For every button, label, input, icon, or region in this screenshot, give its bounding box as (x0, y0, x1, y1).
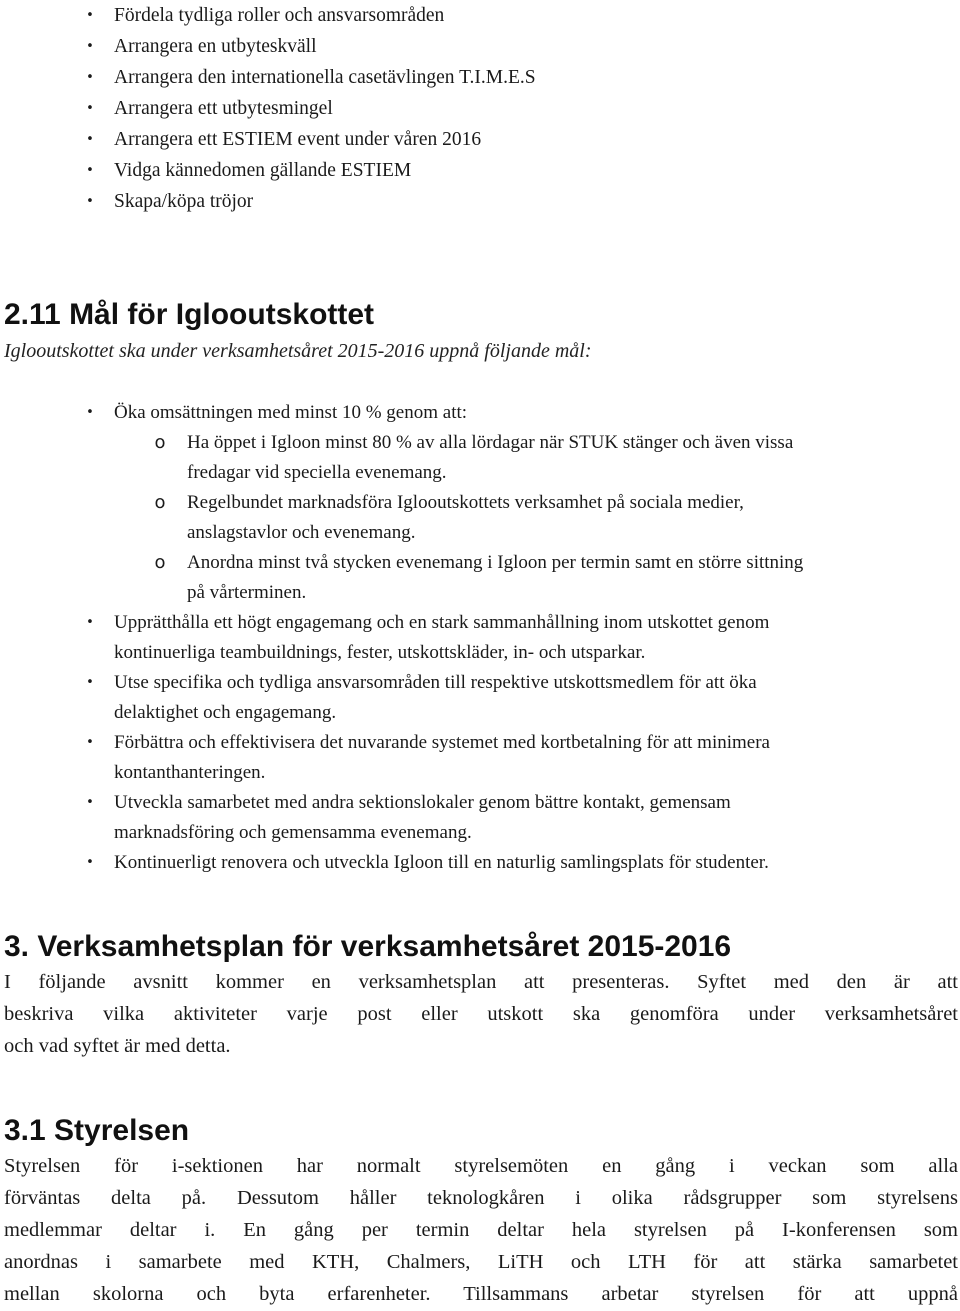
list-item: • Arrangera ett ESTIEM event under våren 2016 (0, 124, 960, 155)
list-item: • Skapa/köpa tröjor (0, 186, 960, 217)
goal-item: • Utse specifika och tydliga ansvarsområden till respektive utskottsmedlem för att öka (0, 668, 960, 698)
list-item: • Fördela tydliga roller och ansvarsområden (0, 0, 960, 31)
bullet-icon: • (86, 70, 94, 85)
bullet-icon: • (86, 39, 94, 54)
paragraph-line: mellan skolorna och byta erfarenheter. Tillsammans arbetar styrelsen för att uppnå (4, 1283, 958, 1305)
paragraph-line: I följande avsnitt kommer en verksamhetsplan att presenteras. Syftet med den är att (4, 971, 958, 993)
goal-item: • Öka omsättningen med minst 10 % genom att: (0, 398, 960, 428)
section-3-paragraph (4, 966, 958, 1062)
goal-item: • Förbättra och effektivisera det nuvarande systemet med kortbetalning för att minimera (0, 728, 960, 758)
paragraph-line: beskriva vilka aktiviteter varje post eller utskott ska genomföra under verksamhetsåret (4, 1003, 958, 1025)
bullet-icon: • (86, 163, 94, 178)
bullet-icon: • (86, 675, 94, 690)
paragraph-line: medlemmar deltar i. En gång per termin deltar hela styrelsen på I-konferensen som (4, 1219, 958, 1241)
list-item: • Arrangera ett utbytesmingel (0, 93, 960, 124)
goal-continuation: delaktighet och engagemang. (114, 702, 337, 723)
sub-bullet-icon: o (154, 552, 166, 573)
bullet-icon: • (86, 405, 94, 420)
list-item: • Arrangera en utbyteskväll (0, 31, 960, 62)
top-bullet-list (0, 0, 960, 217)
goal-continuation: marknadsföring och gemensamma evenemang. (114, 822, 472, 843)
sub-goal-item: o Regelbundet marknadsföra Iglooutskottets verksamhet på sociala medier, (0, 488, 960, 518)
sub-goal-continuation: på vårterminen. (187, 582, 307, 603)
goals-list (0, 398, 960, 878)
sub-bullet-icon: o (154, 492, 166, 513)
sub-bullet-icon: o (154, 432, 166, 453)
section-3-1-paragraph (4, 1150, 958, 1310)
section-intro: Iglooutskottet ska under verksamhetsåret 2015-2016 uppnå följande mål: (4, 340, 592, 362)
goal-continuation: kontinuerliga teambuildnings, fester, utskottskläder, in- och utsparkar. (114, 642, 646, 663)
paragraph-line: förväntas delta på. Dessutom håller teknologkåren i olika rådsgrupper som styrelsens (4, 1187, 958, 1209)
bullet-icon: • (86, 132, 94, 147)
goal-item: • Upprätthålla ett högt engagemang och en stark sammanhållning inom utskottet genom (0, 608, 960, 638)
paragraph-line: och vad syftet är med detta. (4, 1035, 231, 1057)
sub-goal-continuation: fredagar vid speciella evenemang. (187, 462, 447, 483)
sub-goal-item: o Anordna minst två stycken evenemang i Igloon per termin samt en större sittning (0, 548, 960, 578)
sub-goal-item: o Ha öppet i Igloon minst 80 % av alla lördagar när STUK stänger och även vissa (0, 428, 960, 458)
sub-goal-continuation: anslagstavlor och evenemang. (187, 522, 416, 543)
section-heading-3-1: 3.1 Styrelsen (4, 1114, 190, 1147)
bullet-icon: • (86, 8, 94, 23)
goal-continuation: kontanthanteringen. (114, 762, 266, 783)
goal-item: • Utveckla samarbetet med andra sektionslokaler genom bättre kontakt, gemensam (0, 788, 960, 818)
bullet-icon: • (86, 615, 94, 630)
goal-item: • Kontinuerligt renovera och utveckla Igloon till en naturlig samlingsplats för studenter. (0, 848, 960, 878)
bullet-icon: • (86, 855, 94, 870)
bullet-icon: • (86, 735, 94, 750)
list-item: • Vidga kännedomen gällande ESTIEM (0, 155, 960, 186)
section-heading-2-11: 2.11 Mål för Iglooutskottet (4, 298, 375, 331)
section-heading-3: 3. Verksamhetsplan för verksamhetsåret 2015-2016 (4, 930, 732, 963)
paragraph-line: anordnas i samarbete med KTH, Chalmers, LiTH och LTH för att stärka samarbetet (4, 1251, 958, 1273)
bullet-icon: • (86, 101, 94, 116)
bullet-icon: • (86, 795, 94, 810)
list-item: • Arrangera den internationella casetävlingen T.I.M.E.S (0, 62, 960, 93)
bullet-icon: • (86, 194, 94, 209)
paragraph-line: Styrelsen för i-sektionen har normalt styrelsemöten en gång i veckan som alla (4, 1155, 958, 1177)
